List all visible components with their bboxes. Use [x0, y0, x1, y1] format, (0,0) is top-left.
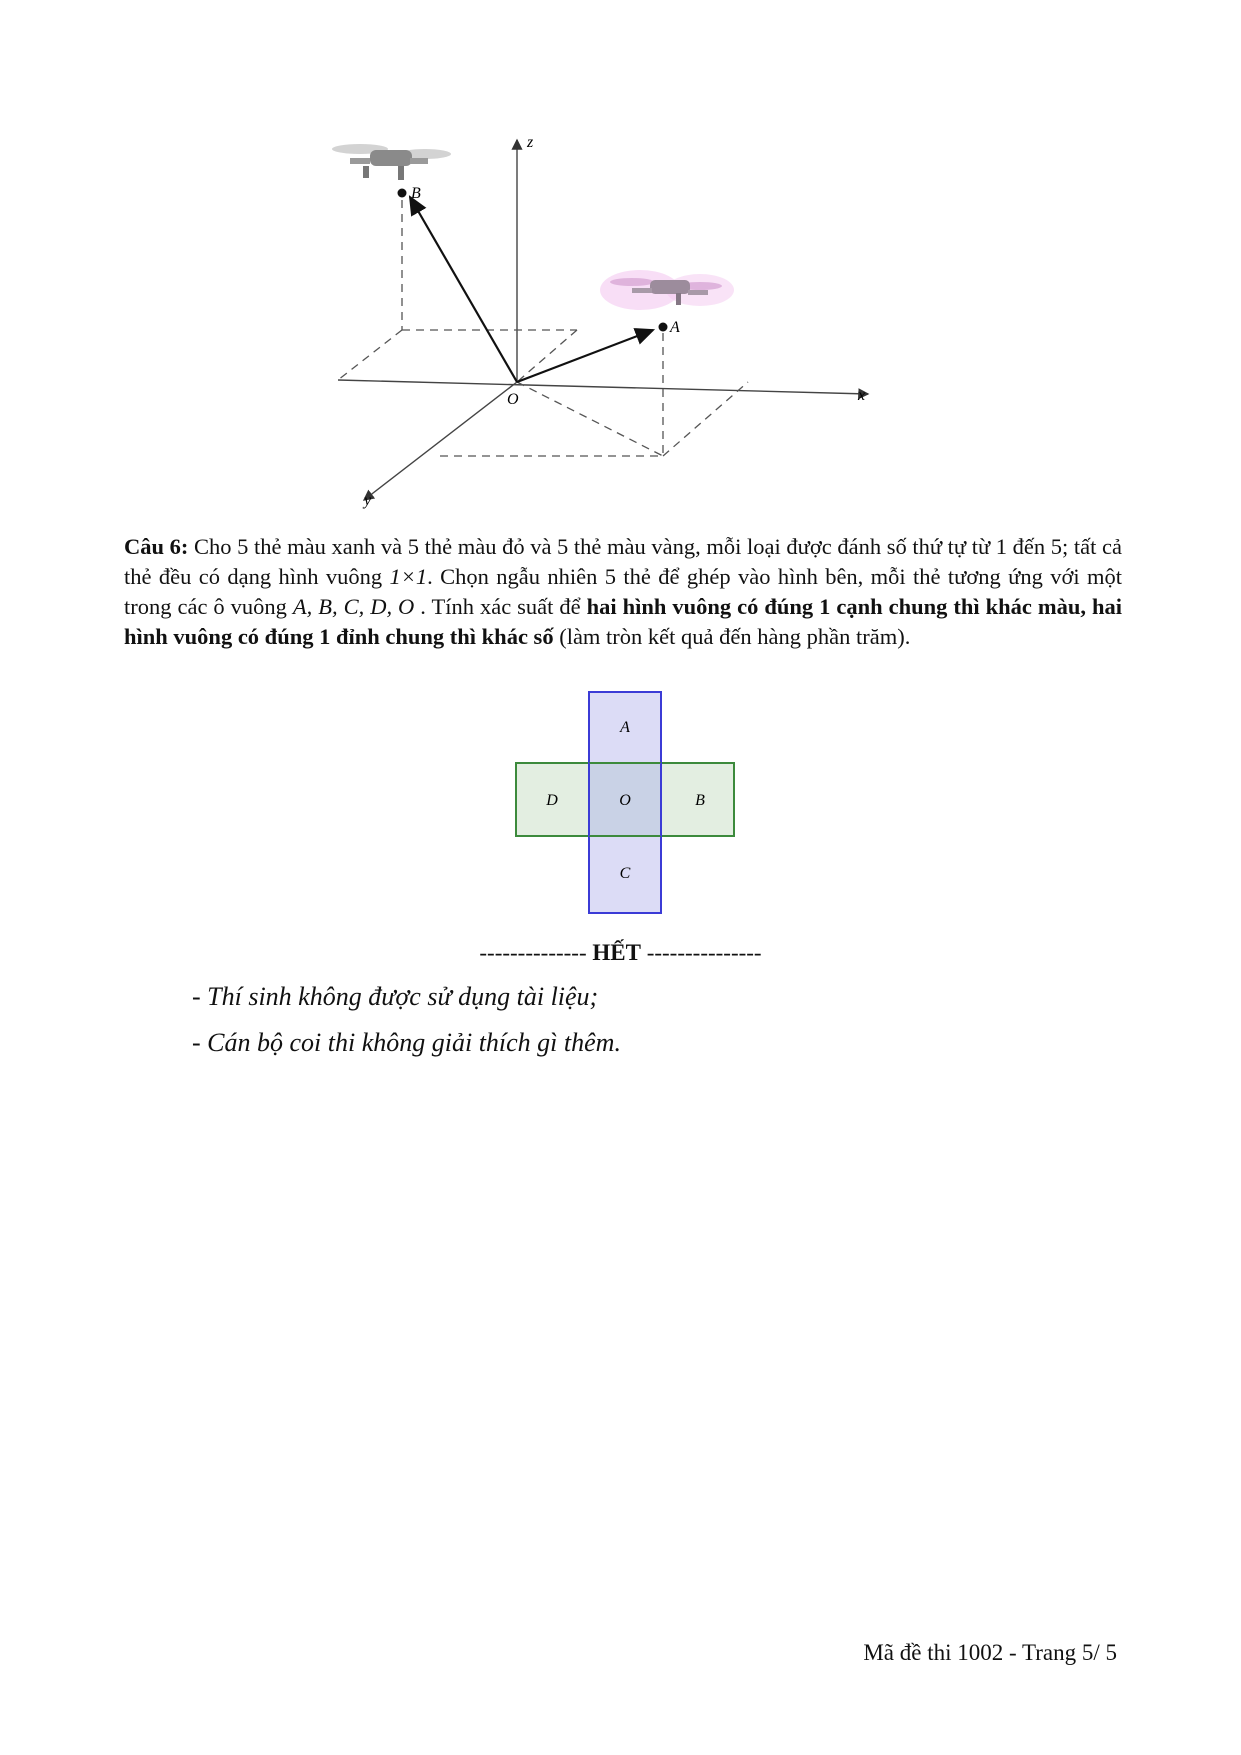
page-footer: Mã đề thi 1002 - Trang 5/ 5 — [863, 1640, 1117, 1665]
label-x: x — [858, 387, 866, 404]
cross-figure — [510, 686, 750, 924]
square-label-B: B — [695, 792, 705, 809]
label-B: B — [411, 185, 421, 202]
point-A — [659, 323, 668, 332]
note-line: - Cán bộ coi thi không giải thích gì thêm. — [192, 1028, 621, 1057]
end-text: HẾT — [592, 940, 641, 965]
question-6 — [124, 532, 1122, 652]
square-label-A: A — [620, 719, 630, 736]
coordinate-figure — [320, 120, 890, 520]
square-label-O: O — [619, 792, 631, 809]
vector-OB — [410, 197, 517, 382]
label-A: A — [670, 319, 680, 336]
question-text-part2: . Chọn ngẫu nhiên 5 thẻ để ghép vào hình bên, mỗi thẻ tương ứng với một trong các ô vuông — [124, 564, 1122, 619]
drone-icon — [600, 270, 734, 310]
end-marker — [0, 940, 1241, 966]
vector-OA — [517, 330, 653, 382]
point-B — [398, 189, 407, 198]
end-dashes-left: -------------- — [479, 940, 593, 965]
drone-icon — [332, 144, 451, 180]
dashed-guides — [338, 200, 748, 456]
label-z: z — [527, 134, 534, 151]
square-label-D: D — [546, 792, 558, 809]
question-label: Câu 6: — [124, 534, 189, 559]
question-text-part3: . Tính xác suất để — [414, 594, 587, 619]
label-y: y — [364, 492, 372, 509]
x-axis — [338, 380, 868, 394]
end-dashes-right: --------------- — [640, 940, 762, 965]
question-text-part4: (làm tròn kết quả đến hàng phần trăm). — [553, 624, 911, 649]
size-math: 1×1 — [389, 564, 428, 589]
squares-math: A, B, C, D, O — [292, 594, 415, 619]
question-condition: hai hình vuông có đúng 1 cạnh chung thì khác màu, hai hình vuông có đúng 1 đỉnh chung thì khác số — [124, 594, 1122, 649]
note-line: - Thí sinh không được sử dụng tài liệu; — [192, 982, 599, 1011]
label-origin: O — [507, 391, 519, 408]
y-axis — [364, 382, 517, 500]
question-text-part1: Cho 5 thẻ màu xanh và 5 thẻ màu đỏ và 5 thẻ màu vàng, mỗi loại được đánh số thứ tự từ 1 đến 5; tất cả thẻ đều có dạng hình vuông — [124, 534, 1122, 589]
square-label-C: C — [619, 865, 631, 882]
